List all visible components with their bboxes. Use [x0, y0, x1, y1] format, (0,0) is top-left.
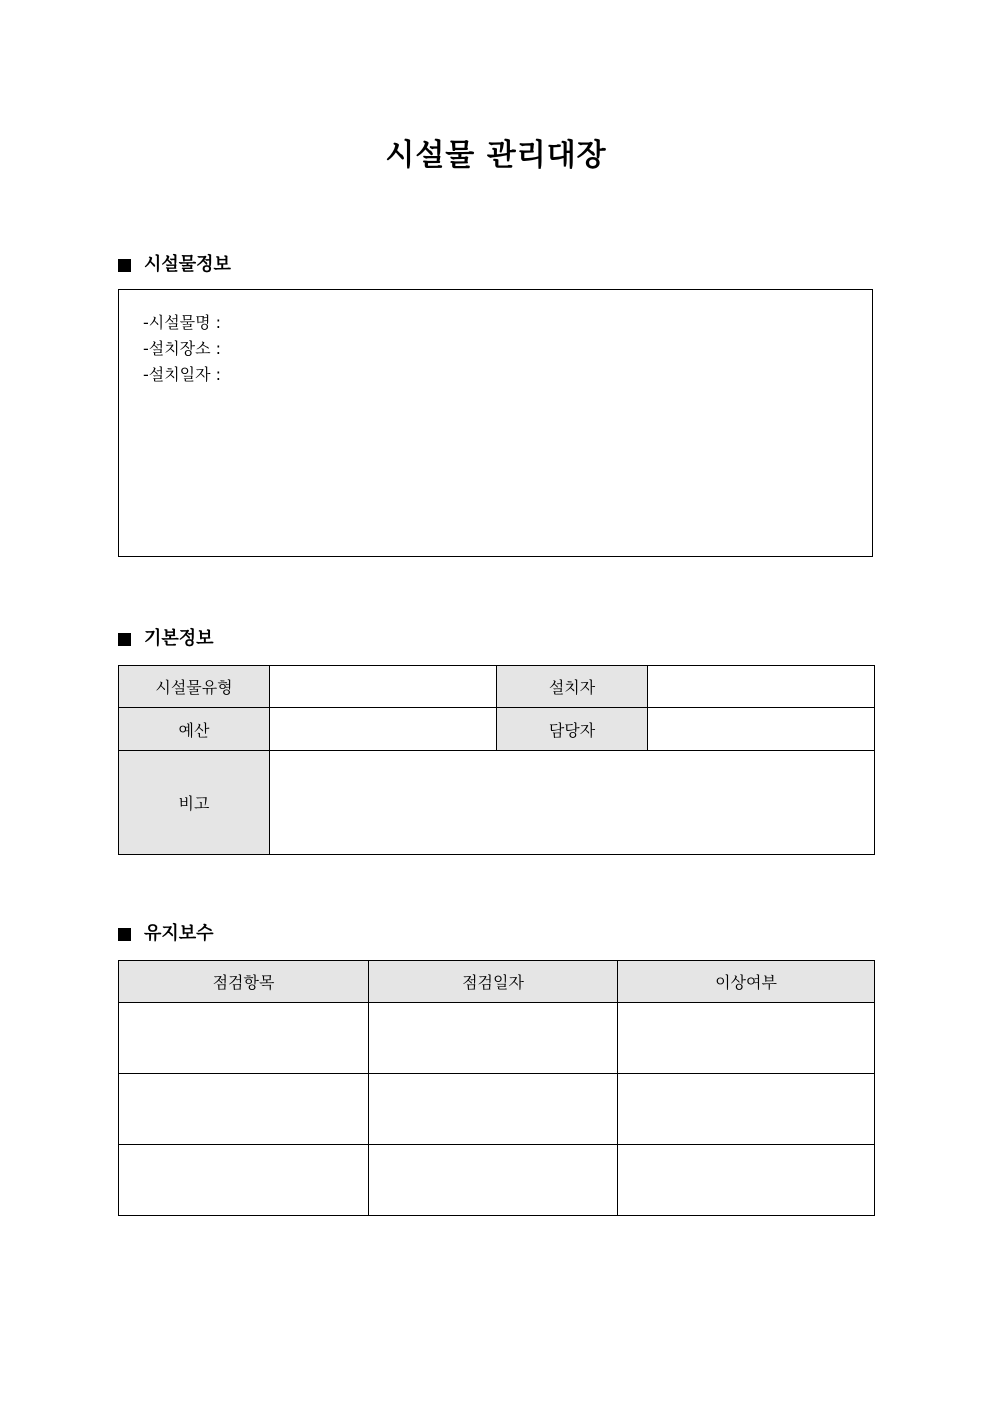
table-row	[119, 751, 875, 855]
abnormality-cell[interactable]	[618, 1003, 875, 1074]
facility-info-box	[118, 289, 873, 557]
maintenance-table	[118, 960, 875, 1216]
inspection-item-cell[interactable]	[119, 1145, 369, 1216]
square-bullet-icon	[118, 259, 131, 272]
table-row	[119, 666, 875, 708]
abnormality-cell[interactable]	[618, 1145, 875, 1216]
inspection-date-cell[interactable]	[369, 1074, 618, 1145]
inspection-item-cell[interactable]	[119, 1003, 369, 1074]
facility-type-value[interactable]	[270, 666, 497, 708]
section-heading-label: 유지보수	[144, 923, 214, 944]
facility-type-label: 시설물유형	[119, 666, 270, 708]
table-row	[119, 708, 875, 751]
remarks-value[interactable]	[270, 751, 875, 855]
section-heading-maintenance	[118, 922, 214, 946]
section-heading-basic-info	[118, 627, 214, 651]
basic-info-table	[118, 665, 875, 855]
square-bullet-icon	[118, 928, 131, 941]
table-row	[119, 1003, 875, 1074]
inspection-date-cell[interactable]	[369, 1003, 618, 1074]
section-heading-label: 시설물정보	[144, 254, 231, 275]
budget-label: 예산	[119, 708, 270, 751]
page-title: 시설물 관리대장	[385, 138, 607, 173]
install-date-field[interactable]: -설치일자 :	[143, 365, 222, 384]
inspection-item-cell[interactable]	[119, 1074, 369, 1145]
manager-value[interactable]	[648, 708, 875, 751]
column-header-inspection-item: 점검항목	[119, 961, 369, 1003]
table-row	[119, 1074, 875, 1145]
facility-name-field[interactable]: -시설물명 :	[143, 313, 222, 332]
table-header-row	[119, 961, 875, 1003]
section-heading-facility-info	[118, 253, 231, 277]
installer-value[interactable]	[648, 666, 875, 708]
column-header-abnormality: 이상여부	[618, 961, 875, 1003]
budget-value[interactable]	[270, 708, 497, 751]
section-heading-label: 기본정보	[144, 628, 214, 649]
facility-info-list	[143, 310, 221, 388]
column-header-inspection-date: 점검일자	[369, 961, 618, 1003]
abnormality-cell[interactable]	[618, 1074, 875, 1145]
remarks-label: 비고	[119, 751, 270, 855]
square-bullet-icon	[118, 633, 131, 646]
table-row	[119, 1145, 875, 1216]
installer-label: 설치자	[497, 666, 648, 708]
manager-label: 담당자	[497, 708, 648, 751]
inspection-date-cell[interactable]	[369, 1145, 618, 1216]
install-location-field[interactable]: -설치장소 :	[143, 339, 222, 358]
